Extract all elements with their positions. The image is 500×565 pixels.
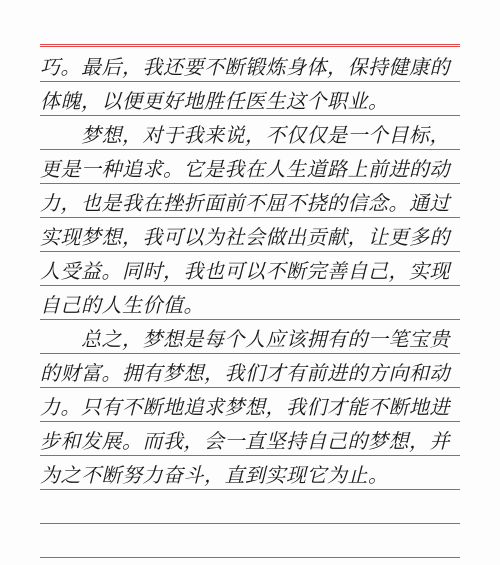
text-line: 实现梦想，我可以为社会做出贡献，让更多的 bbox=[40, 225, 450, 249]
text-line: 梦想，对于我来说，不仅仅是一个目标， bbox=[40, 123, 450, 147]
text-line: 的财富。拥有梦想，我们才有前进的方向和动 bbox=[40, 361, 450, 385]
text-line: 力。只有不断地追求梦想，我们才能不断地进 bbox=[40, 395, 450, 419]
text-line: 更是一种追求。它是我在人生道路上前进的动 bbox=[40, 157, 450, 181]
text-line: 为之不断努力奋斗，直到实现它为止。 bbox=[40, 463, 389, 487]
ruled-line bbox=[40, 557, 460, 558]
text-line: 总之，梦想是每个人应该拥有的一笔宝贵 bbox=[40, 327, 450, 351]
text-line: 人受益。同时，我也可以不断完善自己，实现 bbox=[40, 259, 450, 283]
text-line: 体魄，以便更好地胜任医生这个职业。 bbox=[40, 89, 389, 113]
text-line: 步和发展。而我，会一直坚持自己的梦想，并 bbox=[40, 429, 450, 453]
top-double-rule bbox=[40, 44, 460, 47]
text-line: 巧。最后，我还要不断锻炼身体，保持健康的 bbox=[40, 55, 450, 79]
text-line: 自己的人生价值。 bbox=[40, 293, 204, 317]
text-line: 力，也是我在挫折面前不屈不挠的信念。通过 bbox=[40, 191, 450, 215]
ruled-line bbox=[40, 523, 460, 524]
